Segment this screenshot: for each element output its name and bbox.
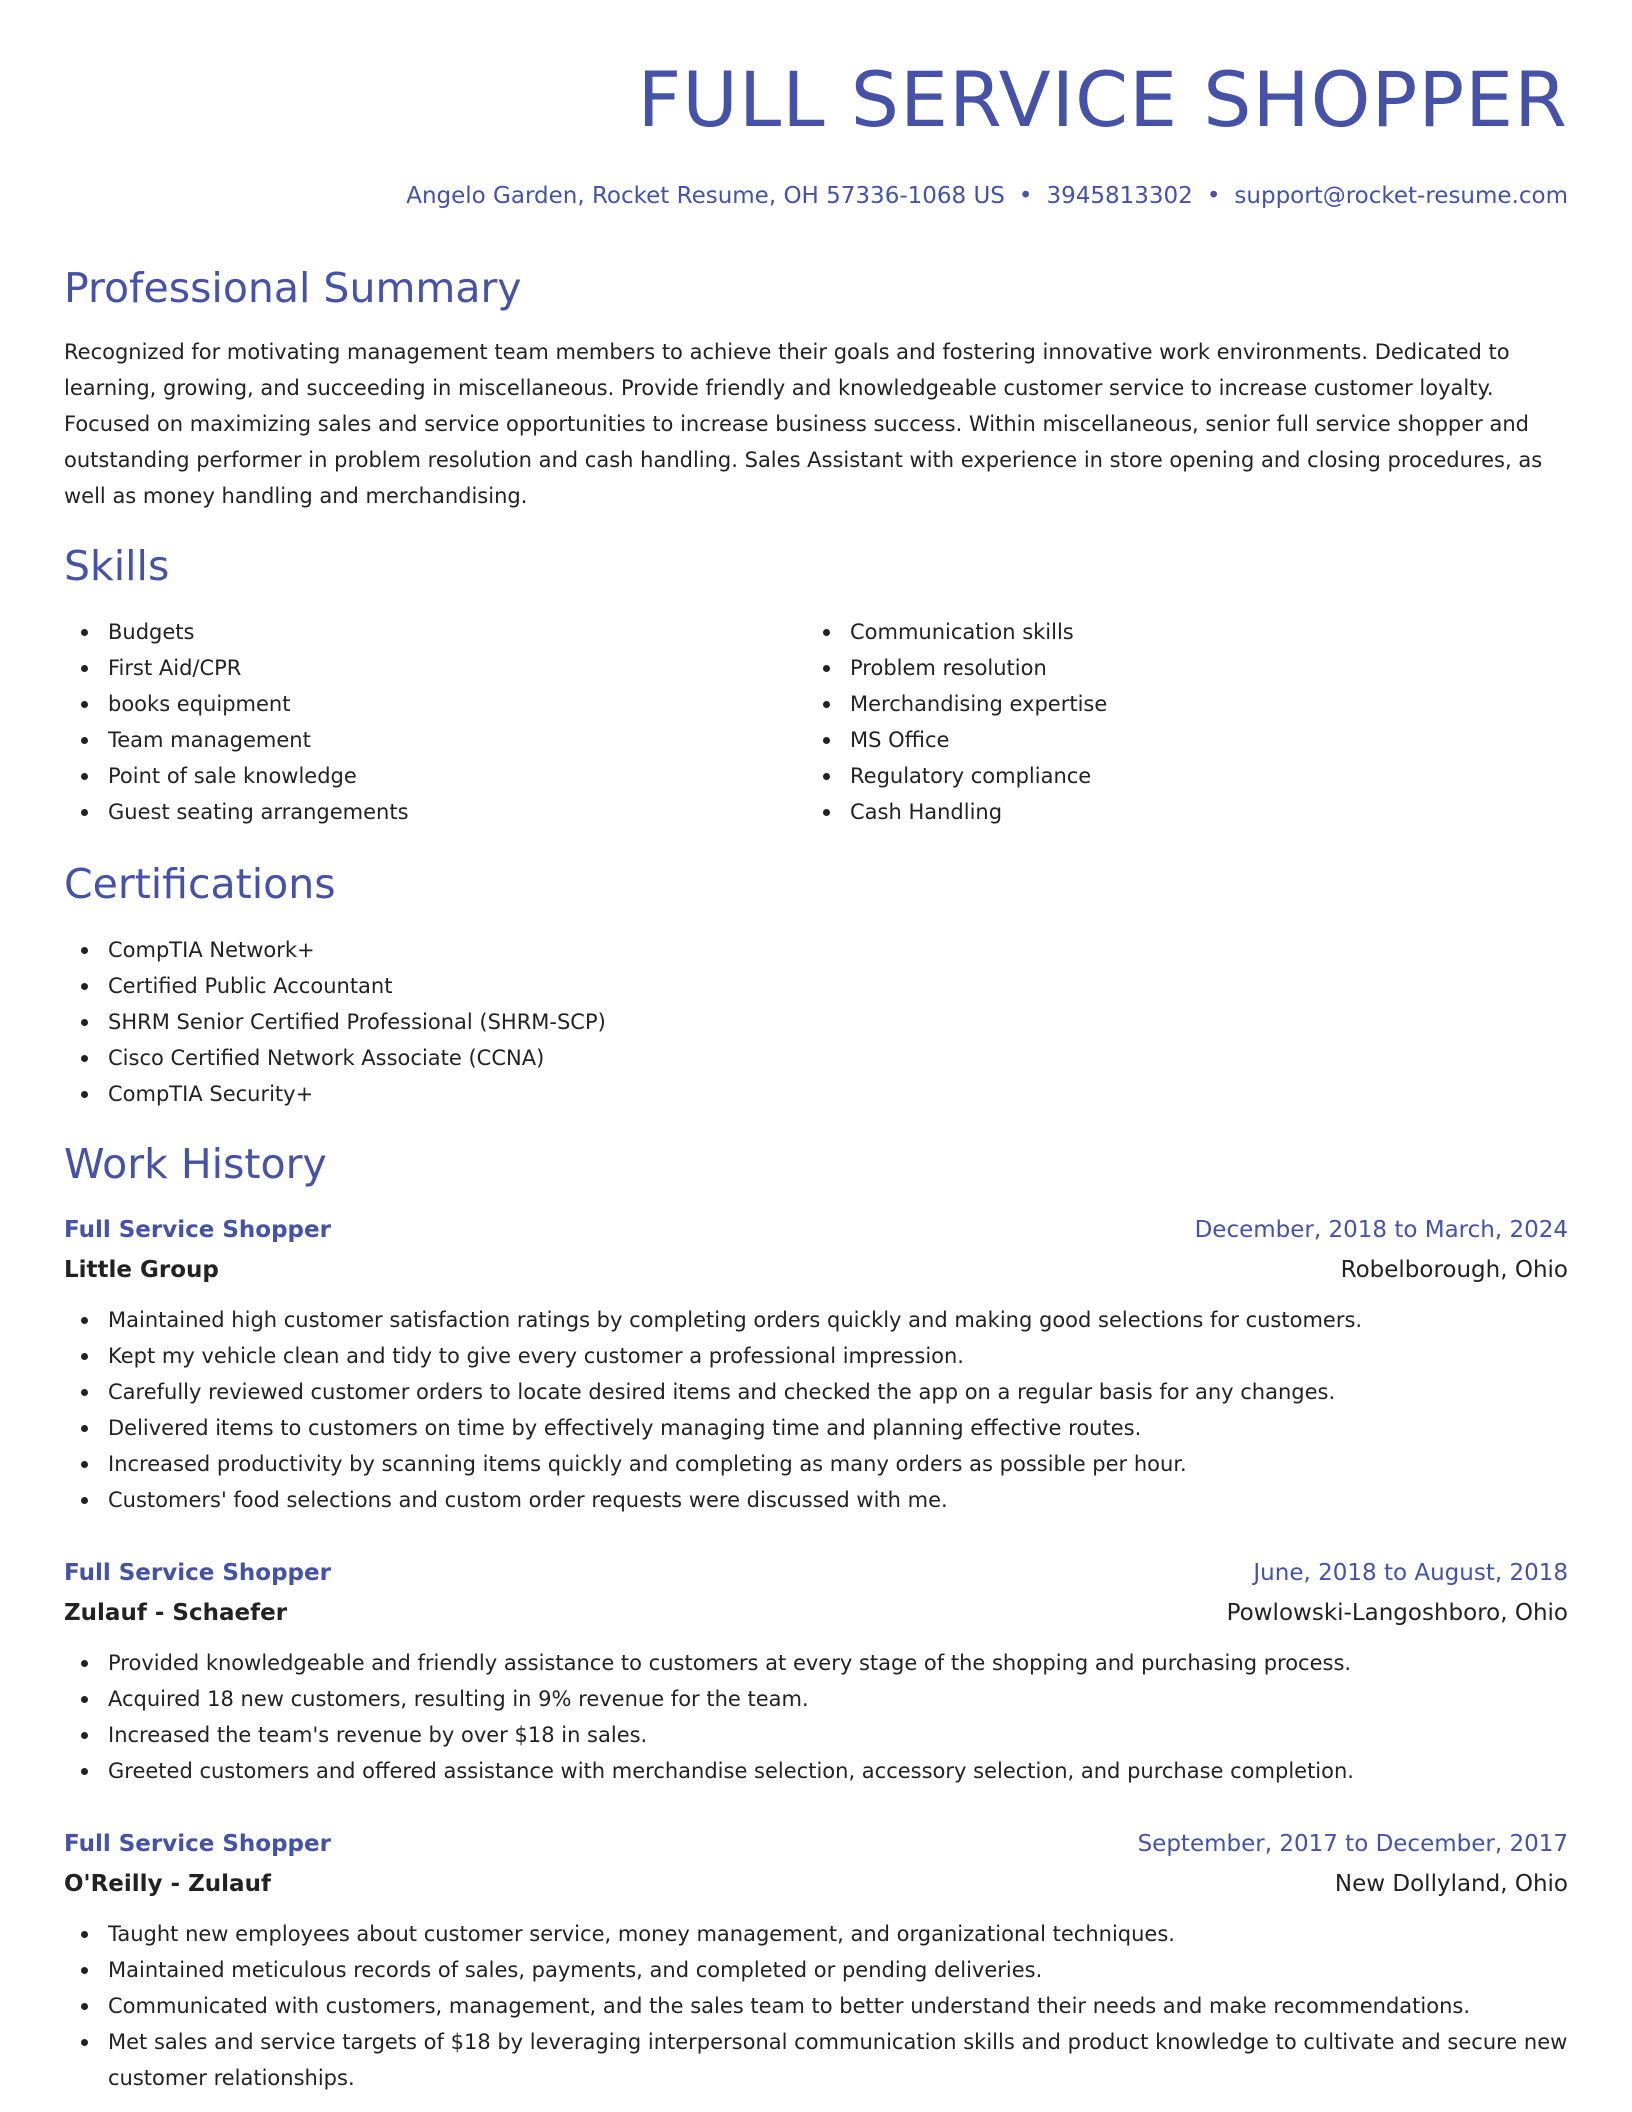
certification-item: Cisco Certified Network Associate (CCNA): [64, 1040, 1064, 1076]
job-bullet: Communicated with customers, management, and the sales team to better understand their needs and make recommendations.: [64, 1988, 1568, 2024]
certification-item: SHRM Senior Certified Professional (SHRM-SCP): [64, 1004, 1064, 1040]
job-bullet: Provided knowledgeable and friendly assistance to customers at every stage of the shopping and purchasing process.: [64, 1645, 1568, 1681]
skill-item: Budgets: [64, 614, 764, 650]
job-bullet: Customers' food selections and custom order requests were discussed with me.: [64, 1482, 1568, 1518]
skill-item: Regulatory compliance: [806, 758, 1506, 794]
job-header-row: [64, 1553, 1568, 1593]
skill-item: Communication skills: [806, 614, 1506, 650]
skills-list-left: [64, 614, 764, 830]
resume-title: FULL SERVICE SHOPPER: [637, 55, 1568, 144]
job-title: Full Service Shopper: [64, 1217, 331, 1243]
certification-item: Certified Public Accountant: [64, 968, 1064, 1004]
job-company-row: [64, 1593, 1568, 1633]
job-bullet: Increased the team's revenue by over $18 in sales.: [64, 1717, 1568, 1753]
skill-item: books equipment: [64, 686, 764, 722]
skill-item: Point of sale knowledge: [64, 758, 764, 794]
skill-item: Team management: [64, 722, 764, 758]
job-dates: September, 2017 to December, 2017: [1137, 1831, 1568, 1857]
certification-item: CompTIA Network+: [64, 932, 1064, 968]
job-title: Full Service Shopper: [64, 1560, 331, 1586]
summary-heading: Professional Summary: [64, 264, 522, 312]
job-location: New Dollyland, Ohio: [1334, 1871, 1568, 1897]
job-entry: [64, 1210, 1568, 1518]
job-bullet: Kept my vehicle clean and tidy to give every customer a professional impression.: [64, 1338, 1568, 1374]
job-bullet: Greeted customers and offered assistance with merchandise selection, accessory selection, and purchase completion.: [64, 1753, 1568, 1789]
skill-item: MS Office: [806, 722, 1506, 758]
skill-item: Merchandising expertise: [806, 686, 1506, 722]
contact-separator: •: [1206, 183, 1221, 209]
contact-line: [406, 180, 1568, 212]
job-location: Powlowski-Langoshboro, Ohio: [1226, 1600, 1568, 1626]
job-company: Little Group: [64, 1257, 219, 1283]
skill-item: First Aid/CPR: [64, 650, 764, 686]
job-entry: [64, 1553, 1568, 1789]
job-bullet: Carefully reviewed customer orders to locate desired items and checked the app on a regular basis for any changes.: [64, 1374, 1568, 1410]
job-bullet: Maintained meticulous records of sales, payments, and completed or pending deliveries.: [64, 1952, 1568, 1988]
job-header-row: [64, 1210, 1568, 1250]
skills-list-right: [806, 614, 1506, 830]
skill-item: Problem resolution: [806, 650, 1506, 686]
job-title: Full Service Shopper: [64, 1831, 331, 1857]
contact-separator: •: [1018, 183, 1033, 209]
certification-item: CompTIA Security+: [64, 1076, 1064, 1112]
job-entry: [64, 1824, 1568, 2096]
job-bullet: Met sales and service targets of $18 by leveraging interpersonal communication skills and product knowledge to cultivate and secure new customer relationships.: [64, 2024, 1568, 2096]
skill-item: Cash Handling: [806, 794, 1506, 830]
work-history-heading: Work History: [64, 1140, 327, 1188]
job-company: O'Reilly - Zulauf: [64, 1871, 271, 1897]
skill-item: Guest seating arrangements: [64, 794, 764, 830]
contact-phone: 3945813302: [1046, 183, 1193, 209]
job-location: Robelborough, Ohio: [1340, 1257, 1568, 1283]
job-bullet: Increased productivity by scanning items quickly and completing as many orders as possible per hour.: [64, 1446, 1568, 1482]
job-bullets: [64, 1645, 1568, 1789]
job-bullets: [64, 1302, 1568, 1518]
job-bullet: Maintained high customer satisfaction ratings by completing orders quickly and making good selections for customers.: [64, 1302, 1568, 1338]
skills-heading: Skills: [64, 542, 170, 590]
certifications-heading: Certifications: [64, 860, 336, 908]
job-bullet: Acquired 18 new customers, resulting in 9% revenue for the team.: [64, 1681, 1568, 1717]
certifications-list: [64, 932, 1064, 1112]
summary-text: Recognized for motivating management team members to achieve their goals and fostering innovative work environments. Dedicated to learning, growing, and succeeding in miscellaneous. Provide friendly and knowledgeable customer service to increase customer loyalty. Focused on maximizing sales and service opportunities to increase business success. Within miscellaneous, senior full service shopper and outstanding performer in problem resolution and cash handling. Sales Assistant with experience in store opening and closing procedures, as well as money handling and merchandising.: [64, 340, 1543, 508]
job-company-row: [64, 1864, 1568, 1904]
job-header-row: [64, 1824, 1568, 1864]
job-company-row: [64, 1250, 1568, 1290]
job-dates: June, 2018 to August, 2018: [1253, 1560, 1568, 1586]
job-dates: December, 2018 to March, 2024: [1194, 1217, 1568, 1243]
job-bullets: [64, 1916, 1568, 2096]
contact-address: Angelo Garden, Rocket Resume, OH 57336-1068 US: [406, 183, 1005, 209]
contact-email[interactable]: support@rocket-resume.com: [1234, 183, 1568, 209]
job-bullet: Delivered items to customers on time by effectively managing time and planning effective routes.: [64, 1410, 1568, 1446]
job-company: Zulauf - Schaefer: [64, 1600, 288, 1626]
job-bullet: Taught new employees about customer service, money management, and organizational techniques.: [64, 1916, 1568, 1952]
